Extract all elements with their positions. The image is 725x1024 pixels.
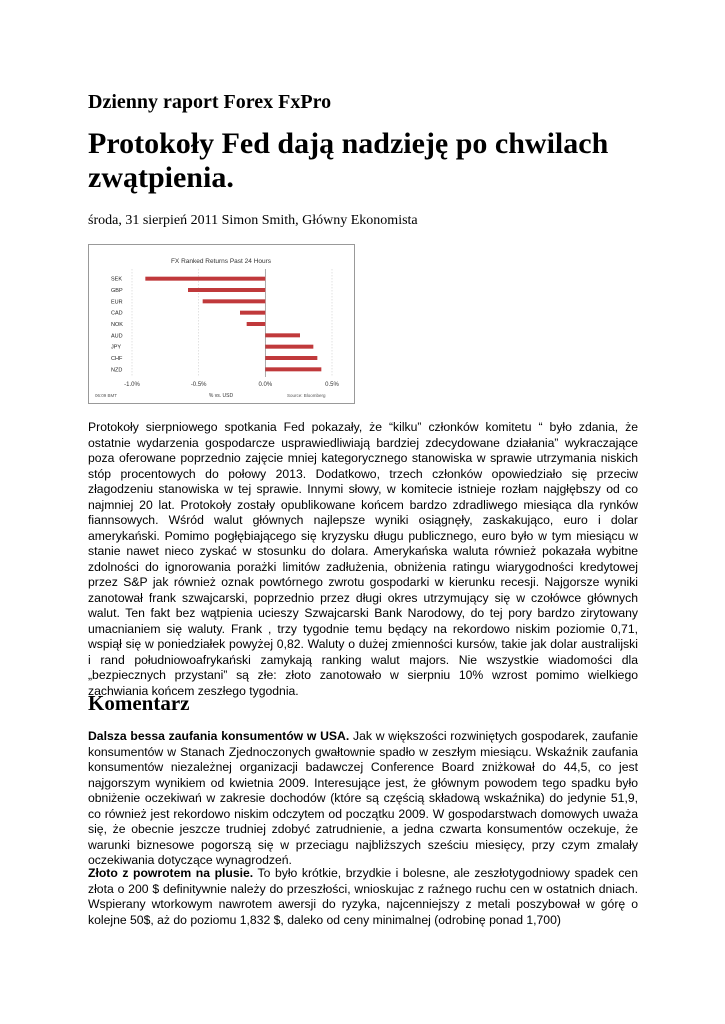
x-tick-label: -0.5%	[190, 382, 207, 388]
commentary-paragraph-consumer-confidence	[88, 729, 638, 869]
category-label: CAD	[111, 310, 123, 317]
paragraph-lead: Dalsza bessa zaufania konsumentów w USA.	[88, 729, 350, 743]
bar-chf	[265, 356, 317, 360]
chart-title: FX Ranked Returns Past 24 Hours	[170, 258, 272, 265]
chart-timestamp: 06:09 BMT	[95, 393, 118, 398]
chart-xlabel: % vs. USD	[208, 393, 234, 399]
bar-gbp	[188, 288, 265, 292]
report-label: Dzienny raport Forex FxPro	[88, 91, 332, 113]
paragraph-text: Jak w większości rozwiniętych gospodarek, zaufanie konsumentów w Stanach Zjednoczonych gwałtownie spadło w zeszłym miesiącu. Wskaźnik zaufania konsumentów niezależnej organizacji badawczej Conference Board zniżkował do 44,5, co jest najgorszym wynikiem od kwietnia 2009. Interesujące jest, że głównym powodem tego spadku było obniżenie oczekiwań w zakresie dochodów (które są częścią składową wskaźnika) do jedynie 51,9, co również jest rekordowo niskim odczytem od początku 2009. W gospodarstwach domowych uważa się, że obecnie jeszcze trudniej zdobyć zatrudnienie, a jedna czwarta konsumentów oczekuje, że warunki biznesowe pogorszą się w przeciagu najbliższych sześciu miesięcy, przy czym zmalały oczekiwania dotyczące wynagrodzeń.	[88, 729, 638, 867]
bar-nok	[247, 322, 266, 326]
chart-svg	[89, 245, 354, 403]
fx-returns-chart	[88, 244, 355, 404]
paragraph-text: To było krótkie, brzydkie i bolesne, ale zeszłotygodniowy spadek cen złota o 200 $ definitywnie należy do przeszłości, wnioskujac z raźnego ruchu cen w ostatnich dniach. Wspierany wtorkowym nawrotem awersji do ryzyka, najcenniejszy z metali poszybował w górę o kolejne 50$, aż do poziomu 1,832 $, daleko od ceny minimalnej (odrobinę ponad 1,700)	[88, 866, 638, 927]
page-title: Protokoły Fed dają nadzieję po chwilach zwątpienia.	[88, 127, 609, 194]
bar-aud	[265, 333, 300, 337]
bar-eur	[203, 299, 266, 303]
bar-nzd	[265, 367, 321, 371]
category-label: GBP	[111, 288, 123, 294]
category-label: NOK	[111, 322, 123, 328]
category-label: NZD	[111, 367, 123, 374]
commentary-paragraph-gold	[88, 866, 638, 928]
category-label: EUR	[111, 299, 123, 306]
paragraph-lead: Złoto z powrotem na plusie.	[88, 866, 254, 880]
bar-jpy	[265, 345, 313, 349]
bar-sek	[145, 277, 265, 281]
category-label: CHF	[111, 356, 123, 362]
chart-source: Source: Bloomberg	[287, 393, 326, 398]
category-label: AUD	[111, 333, 123, 340]
x-tick-label: 0.5%	[325, 382, 339, 388]
section-heading-commentary: Komentarz	[88, 691, 190, 715]
intro-paragraph: Protokoły sierpniowego spotkania Fed pokazały, że “kilku” członków komitetu “ było zdania, że ostatnie wydarzenia gospodarcze usprawiedliwiają bardziej zdecydowane działania” wykraczające poza oferowane poprzednio zajęcie mniej kategorycznego stanowiska w sprawie utrzymania niskich stóp procentowych do połowy 2013. Dodatkowo, trzech członków opowiedziało się przeciw złagodzeniu stanowiska w tej sprawie. Innymi słowy, w komitecie istnieje rozłam najgłębszy od co najmniej 20 lat. Protokoły zostały opublikowane końcem bardzo zdradliwego miesiąca dla rynków fiannsowych. Wśród walut głównych najlepsze wyniki osiągnęły, zaskakująco, euro i dolar amerykański. Pomimo pogłębiającego się kryzysku długu publicznego, euro było w tym miesiącu w stanie nawet nieco zyskać w stosunku do dolara. Amerykańska waluta również pokazała wybitne zdolności do ignorowania porażki limitów zadłużenia, obniżenia ratingu wiarygodności kredytowej przez S&P jak również oznak powtórnego zwrotu gospodarki w kierunku recesji. Najgorsze wyniki zanotował frank szwajcarski, poprzednio przez długi okres utrzymujący się w czołówce głównych walut. Ten fakt bez wątpienia ucieszy Szwajcarski Bank Narodowy, do tej pory bardzo zirytowany umacnianiem się waluty. Frank , trzy tygodnie temu będący na rekordowo niskim poziomie 0,71, wspiął się w poniedziałek powyżej 0,82. Waluty o dużej zmienności kursów, takie jak dolar australijski i rand południowoafrykański zamykają ranking walut majors. Nie wszystkie wiadomości dla „bezpiecznych przystani” są złe: złoto zanotowało w sierpniu 10% wzrost pomimo wielkiego zachwiania końcem zeszłego tygodnia.	[88, 420, 638, 698]
bar-cad	[240, 311, 265, 315]
category-label: SEK	[111, 276, 123, 283]
x-tick-label: 0.0%	[258, 382, 273, 388]
dateline: środa, 31 sierpień 2011 Simon Smith, Główny Ekonomista	[88, 213, 418, 228]
category-label: JPY	[111, 344, 122, 351]
x-tick-label: -1.0%	[124, 382, 140, 388]
